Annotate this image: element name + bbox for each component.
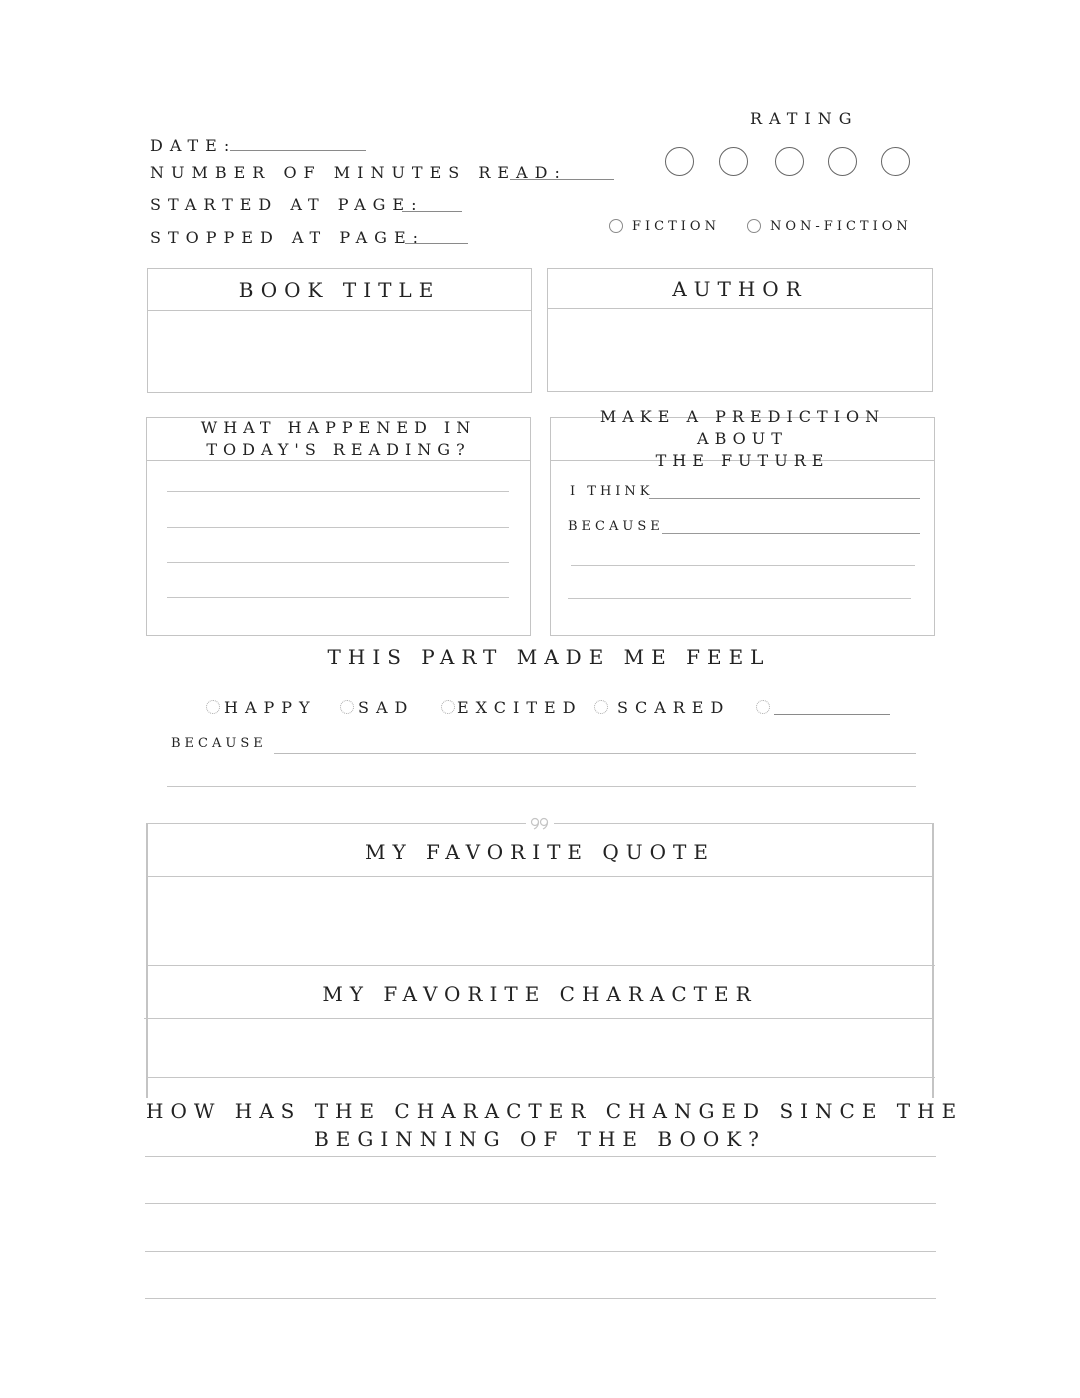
prediction-heading-line2: THE FUTURE <box>655 451 830 470</box>
character-heading: MY FAVORITE CHARACTER <box>322 982 758 1006</box>
prediction-because-field[interactable] <box>662 533 920 534</box>
book-title-header <box>148 269 531 311</box>
quote-mark-icon <box>530 817 550 831</box>
author-header <box>548 269 932 309</box>
feelings-because-line-2[interactable] <box>167 786 916 787</box>
fiction-label: FICTION <box>632 219 720 234</box>
character-input[interactable] <box>148 1020 932 1076</box>
rating-circle-3[interactable] <box>775 147 804 176</box>
feelings-because-label: BECAUSE <box>171 736 267 751</box>
scared-radio[interactable] <box>594 700 608 714</box>
quote-top-border-right <box>554 823 933 824</box>
character-heading-wrap <box>146 982 934 1006</box>
change-heading <box>146 1098 964 1154</box>
stopped-page-field[interactable] <box>405 243 468 244</box>
happened-line-3[interactable] <box>167 562 509 563</box>
book-title-box <box>147 268 532 393</box>
prediction-line-4[interactable] <box>568 598 911 599</box>
change-line-3[interactable] <box>145 1251 936 1252</box>
rating-circle-2[interactable] <box>719 147 748 176</box>
author-input[interactable] <box>548 309 932 391</box>
i-think-label: I THINK <box>570 484 654 499</box>
quote-top-border-left <box>148 823 526 824</box>
scared-label: SCARED <box>617 698 731 717</box>
quote-header-divider <box>148 876 933 877</box>
what-happened-heading-line2: TODAY'S READING? <box>206 440 471 459</box>
sad-radio[interactable] <box>340 700 354 714</box>
other-feeling-field[interactable] <box>774 714 890 715</box>
character-header-divider <box>144 1018 933 1019</box>
what-happened-header <box>147 418 530 461</box>
character-bottom-border <box>146 1077 935 1078</box>
happy-radio[interactable] <box>206 700 220 714</box>
excited-label: EXCITED <box>457 698 583 717</box>
quote-heading-wrap <box>146 840 934 864</box>
change-line-4[interactable] <box>145 1298 936 1299</box>
i-think-field[interactable] <box>649 498 920 499</box>
quote-input[interactable] <box>148 878 932 964</box>
feelings-heading: THIS PART MADE ME FEEL <box>327 645 771 669</box>
happened-line-1[interactable] <box>167 491 509 492</box>
prediction-header <box>551 407 934 470</box>
change-heading-line2: BEGINNING OF THE BOOK? <box>314 1127 766 1151</box>
prediction-line-3[interactable] <box>571 565 915 566</box>
sad-label: SAD <box>358 698 415 717</box>
prediction-because-label: BECAUSE <box>568 519 664 534</box>
change-line-1[interactable] <box>145 1156 936 1157</box>
minutes-read-field[interactable] <box>510 179 614 180</box>
minutes-read-label: NUMBER OF MINUTES READ: <box>150 163 567 182</box>
rating-circle-4[interactable] <box>828 147 857 176</box>
other-feeling-radio[interactable] <box>756 700 770 714</box>
non-fiction-radio[interactable] <box>747 219 761 233</box>
started-page-label: STARTED AT PAGE: <box>150 195 424 214</box>
rating-circle-5[interactable] <box>881 147 910 176</box>
prediction-heading-line1: MAKE A PREDICTION ABOUT <box>599 407 886 448</box>
quote-bottom-border <box>146 965 935 966</box>
rating-circle-1[interactable] <box>665 147 694 176</box>
fiction-radio[interactable] <box>609 219 623 233</box>
date-field[interactable] <box>230 150 366 151</box>
book-title-heading: BOOK TITLE <box>238 277 441 302</box>
excited-radio[interactable] <box>441 700 455 714</box>
change-line-2[interactable] <box>145 1203 936 1204</box>
book-title-input[interactable] <box>148 311 531 392</box>
stopped-page-label: STOPPED AT PAGE: <box>150 228 426 247</box>
happy-label: HAPPY <box>224 698 317 717</box>
happened-line-4[interactable] <box>167 597 509 598</box>
feelings-because-field[interactable] <box>274 753 916 754</box>
rating-title: RATING <box>750 109 859 128</box>
date-label: DATE: <box>150 136 237 155</box>
happened-line-2[interactable] <box>167 527 509 528</box>
feelings-heading-wrap <box>0 645 1080 669</box>
author-heading: AUTHOR <box>672 276 808 301</box>
started-page-field[interactable] <box>402 211 462 212</box>
what-happened-heading-line1: WHAT HAPPENED IN <box>200 418 477 437</box>
quote-heading: MY FAVORITE QUOTE <box>365 840 715 864</box>
change-heading-line1: HOW HAS THE CHARACTER CHANGED SINCE THE <box>146 1099 964 1123</box>
author-box <box>547 268 933 392</box>
non-fiction-label: NON-FICTION <box>770 219 912 234</box>
